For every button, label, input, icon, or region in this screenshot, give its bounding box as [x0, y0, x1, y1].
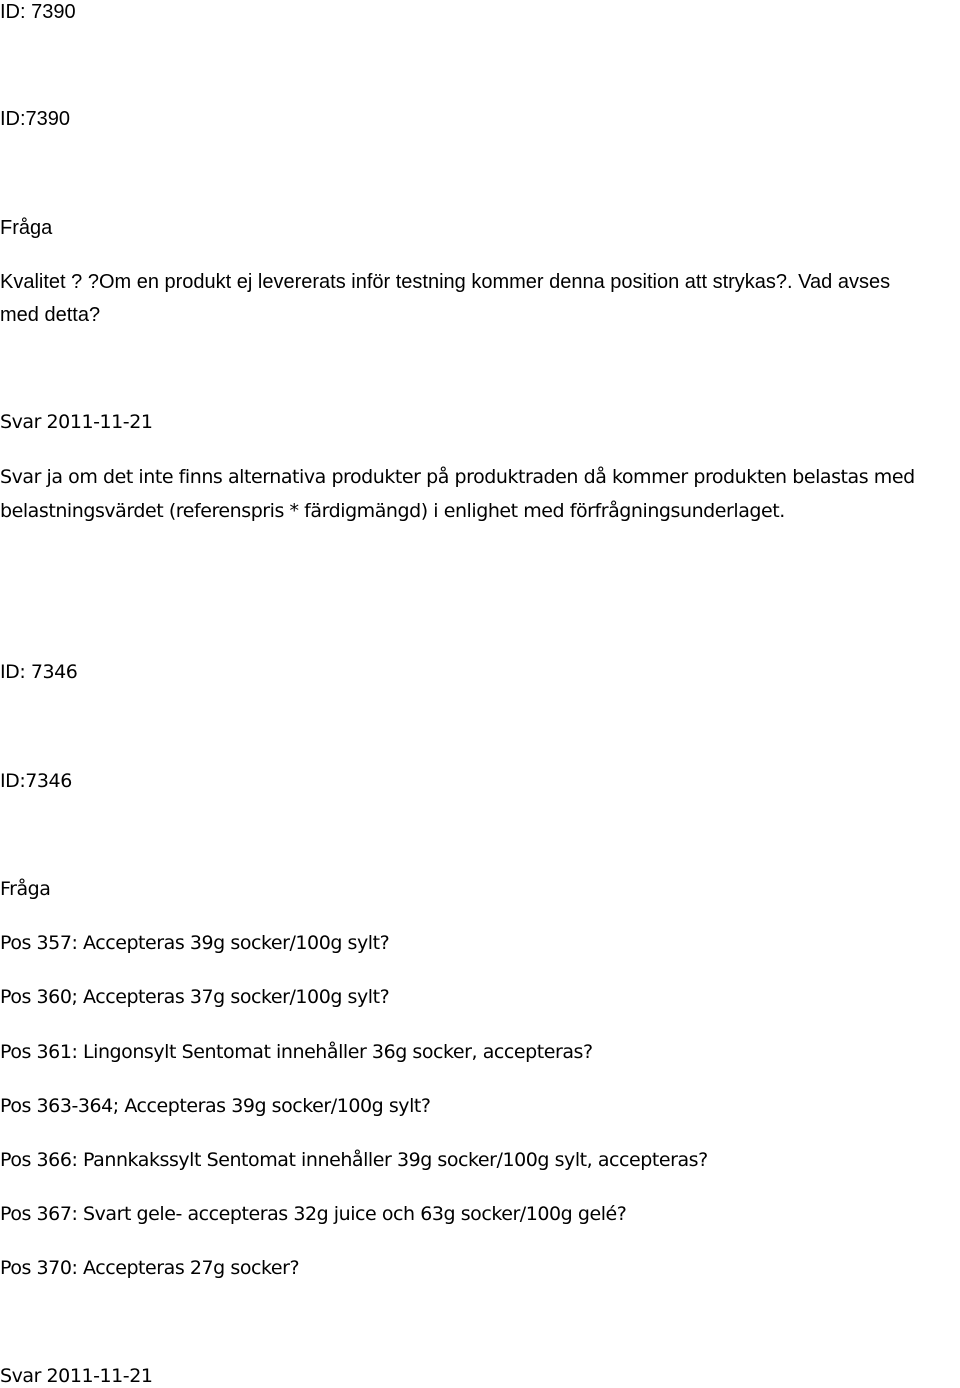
question-item: Pos 367: Svart gele- accepteras 32g juice och 63g socker/100g gelé?	[0, 1203, 627, 1225]
answer-heading: Svar 2011-11-21	[0, 1365, 153, 1387]
answer-heading: Svar 2011-11-21	[0, 411, 153, 433]
question-heading: Fråga	[0, 878, 51, 900]
question-text-line-1: Kvalitet ? ?Om en produkt ej levererats inför testning kommer denna position att strykas?. Vad avses	[0, 271, 891, 293]
question-item: Pos 360; Accepteras 37g socker/100g sylt?	[0, 986, 390, 1008]
entry-id-compact: ID:7346	[0, 770, 72, 792]
question-item: Pos 357: Accepteras 39g socker/100g sylt?	[0, 932, 390, 954]
question-text-line-2: med detta?	[0, 304, 101, 326]
question-heading: Fråga	[0, 217, 53, 239]
entry-id-label: ID: 7346	[0, 661, 78, 683]
entry-id-label: ID: 7390	[0, 1, 76, 23]
question-item: Pos 370: Accepteras 27g socker?	[0, 1257, 300, 1279]
question-item: Pos 363-364; Accepteras 39g socker/100g sylt?	[0, 1095, 431, 1117]
question-item: Pos 366: Pannkakssylt Sentomat innehåller 39g socker/100g sylt, accepteras?	[0, 1149, 708, 1171]
question-item: Pos 361: Lingonsylt Sentomat innehåller 36g socker, accepteras?	[0, 1041, 593, 1063]
entry-id-compact: ID:7390	[0, 108, 71, 130]
answer-text-line-1: Svar ja om det inte finns alternativa produkter på produktraden då kommer produkten belastas med	[0, 466, 915, 488]
answer-text-line-2: belastningsvärdet (referenspris * färdigmängd) i enlighet med förfrågningsunderlaget.	[0, 500, 785, 522]
